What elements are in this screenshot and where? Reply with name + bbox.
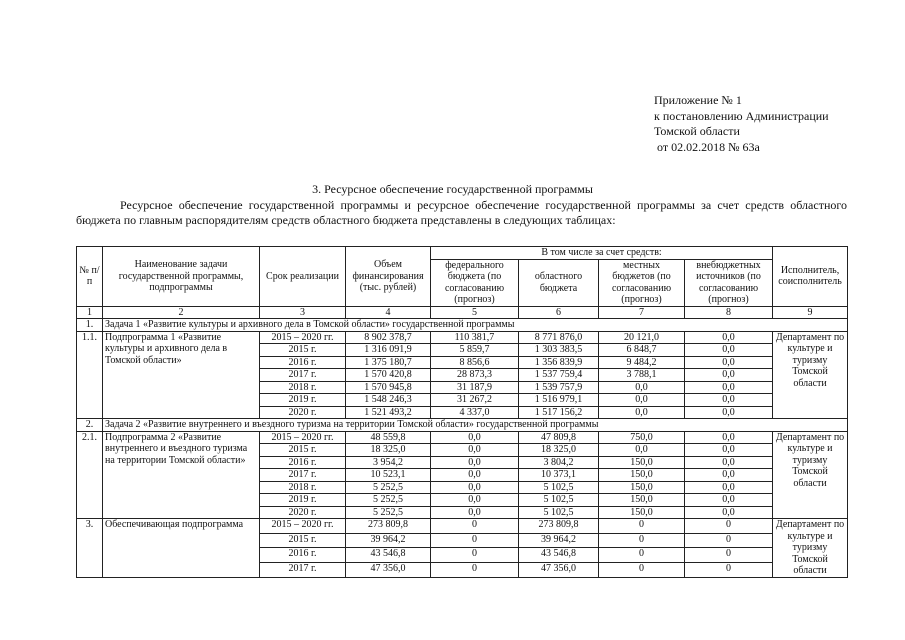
header-regional: областного бюджета (519, 259, 599, 306)
cell-federal: 0,0 (431, 506, 519, 519)
cell-volume: 1 548 246,3 (346, 394, 431, 407)
cell-local: 0,0 (599, 394, 685, 407)
cell-volume: 39 964,2 (346, 533, 431, 548)
cell-regional: 47 809,8 (519, 431, 599, 444)
appendix-line-3: Томской области (654, 124, 740, 138)
cell-regional: 10 373,1 (519, 469, 599, 482)
cell-extra: 0,0 (685, 394, 773, 407)
cell-regional: 3 804,2 (519, 456, 599, 469)
cell-volume: 1 570 945,8 (346, 381, 431, 394)
header-num: № п/п (77, 247, 103, 307)
cell-federal: 5 859,7 (431, 344, 519, 357)
cell-volume: 8 902 378,7 (346, 331, 431, 344)
cell-term: 2015 г. (260, 533, 346, 548)
cell-term: 2015 – 2020 гг. (260, 431, 346, 444)
task-row (77, 419, 848, 432)
cell-term: 2018 г. (260, 381, 346, 394)
cell-regional: 273 809,8 (519, 519, 599, 534)
column-number: 3 (260, 306, 346, 319)
table-row (77, 431, 848, 444)
cell-regional: 1 537 759,4 (519, 369, 599, 382)
cell-regional: 1 303 383,5 (519, 344, 599, 357)
cell-federal: 0,0 (431, 481, 519, 494)
cell-volume: 48 559,8 (346, 431, 431, 444)
cell-federal: 0,0 (431, 494, 519, 507)
column-number: 8 (685, 306, 773, 319)
cell-term: 2015 г. (260, 344, 346, 357)
cell-extra: 0,0 (685, 344, 773, 357)
column-number: 7 (599, 306, 685, 319)
appendix-line-1: Приложение № 1 (654, 93, 742, 107)
cell-federal: 0,0 (431, 456, 519, 469)
cell-local: 0 (599, 519, 685, 534)
cell-local: 9 484,2 (599, 356, 685, 369)
task-row (77, 319, 848, 332)
column-number: 1 (77, 306, 103, 319)
cell-local: 0,0 (599, 406, 685, 419)
cell-volume: 1 316 091,9 (346, 344, 431, 357)
cell-term: 2019 г. (260, 394, 346, 407)
cell-federal: 0,0 (431, 431, 519, 444)
subprogram-name: Обеспечивающая подпрограмма (103, 519, 260, 578)
cell-volume: 1 521 493,2 (346, 406, 431, 419)
header-local: местных бюджетов (по согласованию (прогноз) (599, 259, 685, 306)
cell-federal: 0 (431, 533, 519, 548)
table-row (77, 519, 848, 534)
cell-term: 2019 г. (260, 494, 346, 507)
cell-volume: 273 809,8 (346, 519, 431, 534)
column-number: 6 (519, 306, 599, 319)
cell-extra: 0,0 (685, 444, 773, 457)
cell-local: 150,0 (599, 494, 685, 507)
cell-local: 3 788,1 (599, 369, 685, 382)
appendix-block (654, 93, 829, 155)
cell-federal: 0,0 (431, 469, 519, 482)
cell-term: 2017 г. (260, 562, 346, 577)
cell-regional: 1 356 839,9 (519, 356, 599, 369)
subprogram-name: Подпрограмма 2 «Развитие внутреннего и въездного туризма на территории Томской области» (103, 431, 260, 519)
cell-volume: 5 252,5 (346, 481, 431, 494)
cell-regional: 1 517 156,2 (519, 406, 599, 419)
cell-federal: 0 (431, 562, 519, 577)
cell-volume: 43 546,8 (346, 548, 431, 563)
cell-volume: 47 356,0 (346, 562, 431, 577)
cell-local: 20 121,0 (599, 331, 685, 344)
cell-term: 2015 г. (260, 444, 346, 457)
cell-federal: 0 (431, 548, 519, 563)
cell-federal: 110 381,7 (431, 331, 519, 344)
header-term: Срок реализации (260, 247, 346, 307)
cell-federal: 0,0 (431, 444, 519, 457)
cell-term: 2017 г. (260, 469, 346, 482)
cell-extra: 0,0 (685, 469, 773, 482)
cell-volume: 1 570 420,8 (346, 369, 431, 382)
cell-term: 2018 г. (260, 481, 346, 494)
cell-term: 2020 г. (260, 406, 346, 419)
cell-extra: 0,0 (685, 406, 773, 419)
cell-federal: 31 187,9 (431, 381, 519, 394)
cell-extra: 0 (685, 519, 773, 534)
cell-federal: 8 856,6 (431, 356, 519, 369)
cell-extra: 0 (685, 533, 773, 548)
cell-extra: 0 (685, 562, 773, 577)
column-number: 9 (773, 306, 848, 319)
executor: Департамент по культуре и туризму Томской области (773, 519, 848, 578)
subprogram-name: Подпрограмма 1 «Развитие культуры и архивного дела в Томской области» (103, 331, 260, 419)
cell-volume: 1 375 180,7 (346, 356, 431, 369)
column-number: 5 (431, 306, 519, 319)
cell-regional: 5 102,5 (519, 506, 599, 519)
cell-extra: 0,0 (685, 481, 773, 494)
executor: Департамент по культуре и туризму Томской области (773, 331, 848, 419)
cell-regional: 43 546,8 (519, 548, 599, 563)
cell-federal: 31 267,2 (431, 394, 519, 407)
cell-volume: 5 252,5 (346, 506, 431, 519)
cell-term: 2016 г. (260, 456, 346, 469)
cell-term: 2015 – 2020 гг. (260, 331, 346, 344)
appendix-line-4: от 02.02.2018 № 63а (657, 139, 760, 154)
header-extra: внебюджетных источников (по согласованию (прогноз) (685, 259, 773, 306)
cell-regional: 5 102,5 (519, 481, 599, 494)
cell-extra: 0,0 (685, 369, 773, 382)
column-number-row (77, 306, 848, 319)
cell-extra: 0,0 (685, 431, 773, 444)
cell-regional: 1 539 757,9 (519, 381, 599, 394)
subprogram-number: 3. (77, 519, 103, 578)
cell-volume: 18 325,0 (346, 444, 431, 457)
cell-volume: 5 252,5 (346, 494, 431, 507)
header-federal: федерального бюджета (по согласованию (прогноз) (431, 259, 519, 306)
task-number: 2. (77, 419, 103, 432)
cell-local: 0 (599, 548, 685, 563)
cell-federal: 0 (431, 519, 519, 534)
header-name: Наименование задачи государственной программы, подпрограммы (103, 247, 260, 307)
subprogram-number: 2.1. (77, 431, 103, 519)
cell-local: 150,0 (599, 506, 685, 519)
cell-term: 2015 – 2020 гг. (260, 519, 346, 534)
executor: Департамент по культуре и туризму Томской области (773, 431, 848, 519)
cell-federal: 4 337,0 (431, 406, 519, 419)
cell-local: 150,0 (599, 469, 685, 482)
cell-volume: 10 523,1 (346, 469, 431, 482)
cell-term: 2020 г. (260, 506, 346, 519)
header-volume: Объем финансирования (тыс. рублей) (346, 247, 431, 307)
cell-local: 150,0 (599, 481, 685, 494)
cell-local: 0 (599, 562, 685, 577)
cell-regional: 1 516 979,1 (519, 394, 599, 407)
task-title: Задача 2 «Развитие внутреннего и въездного туризма на территории Томской области» государственной программы (103, 419, 848, 432)
header-executor: Исполнитель, соисполнитель (773, 247, 848, 307)
cell-local: 750,0 (599, 431, 685, 444)
cell-local: 0 (599, 533, 685, 548)
cell-extra: 0,0 (685, 356, 773, 369)
cell-local: 150,0 (599, 456, 685, 469)
appendix-line-2: к постановлению Администрации (654, 108, 829, 123)
cell-extra: 0,0 (685, 494, 773, 507)
cell-regional: 8 771 876,0 (519, 331, 599, 344)
intro-paragraph: Ресурсное обеспечение государственной программы и ресурсное обеспечение государственной программы за счет средств областного бюджета по главным распорядителям средств областного бюджета представлены в следующих таблицах: (76, 198, 847, 227)
cell-term: 2016 г. (260, 548, 346, 563)
cell-regional: 5 102,5 (519, 494, 599, 507)
cell-regional: 47 356,0 (519, 562, 599, 577)
task-number: 1. (77, 319, 103, 332)
column-number: 2 (103, 306, 260, 319)
cell-regional: 18 325,0 (519, 444, 599, 457)
cell-extra: 0 (685, 548, 773, 563)
table-row (77, 331, 848, 344)
cell-regional: 39 964,2 (519, 533, 599, 548)
cell-extra: 0,0 (685, 331, 773, 344)
column-number: 4 (346, 306, 431, 319)
cell-term: 2016 г. (260, 356, 346, 369)
cell-local: 0,0 (599, 444, 685, 457)
task-title: Задача 1 «Развитие культуры и архивного дела в Томской области» государственной программы (103, 319, 848, 332)
cell-extra: 0,0 (685, 456, 773, 469)
cell-extra: 0,0 (685, 506, 773, 519)
resource-table (76, 246, 848, 578)
cell-local: 0,0 (599, 381, 685, 394)
cell-extra: 0,0 (685, 381, 773, 394)
cell-local: 6 848,7 (599, 344, 685, 357)
cell-term: 2017 г. (260, 369, 346, 382)
cell-volume: 3 954,2 (346, 456, 431, 469)
cell-federal: 28 873,3 (431, 369, 519, 382)
subprogram-number: 1.1. (77, 331, 103, 419)
section-title: 3. Ресурсное обеспечение государственной программы (312, 182, 593, 196)
header-including: В том числе за счет средств: (431, 247, 773, 260)
